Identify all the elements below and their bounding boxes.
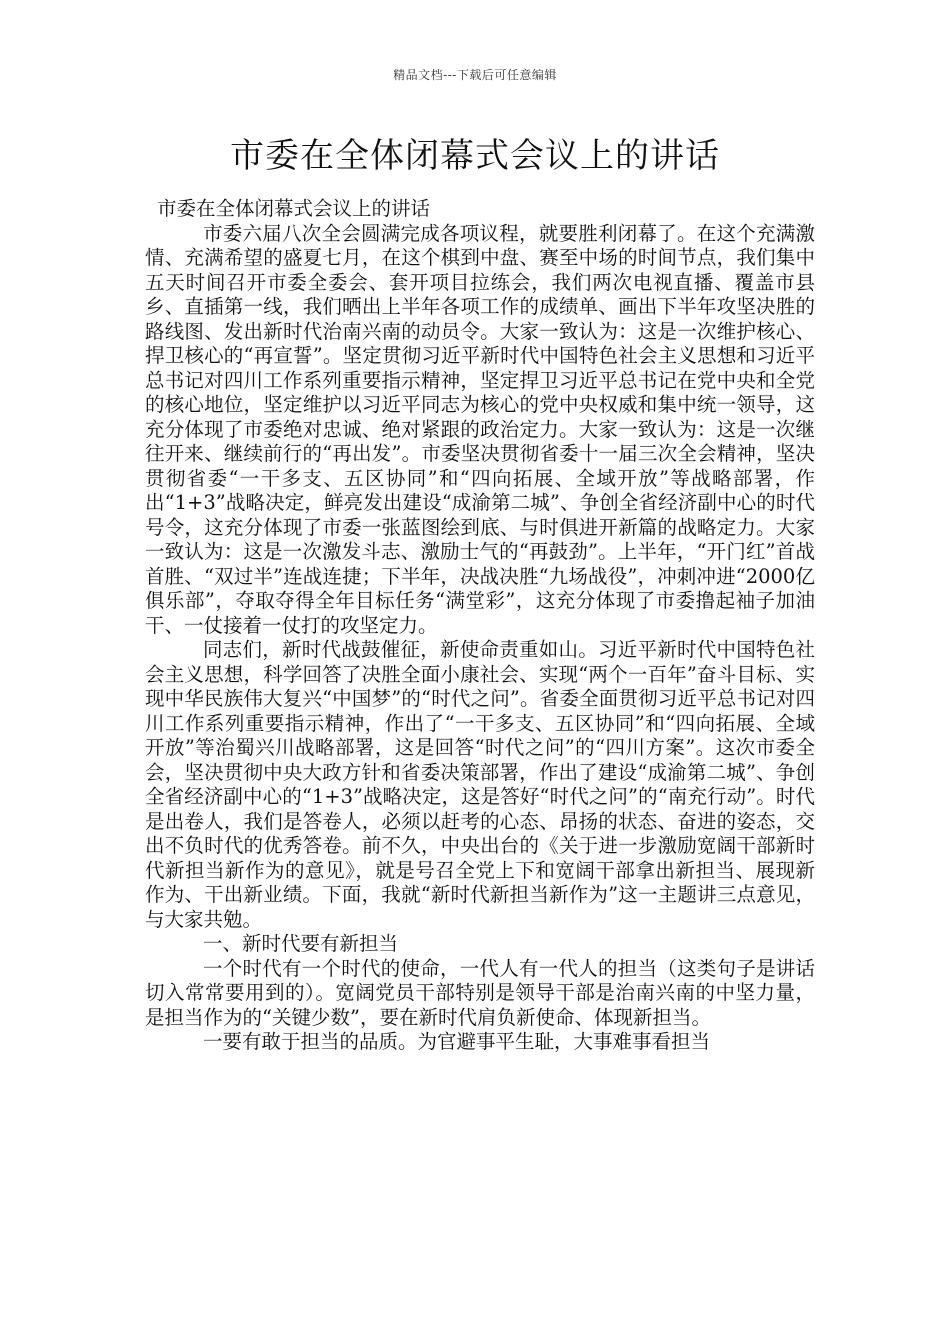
document-subtitle: 市委在全体闭幕式会议上的讲话 [157, 197, 431, 220]
paragraph-mission: 一个时代有一个时代的使命，一代人有一代人的担当（这类句子是讲话切入常常要用到的）。宽阔党员干部特别是领导干部是治南兴南的中坚力量，是担当作为的“关键少数”，要在新时代肩负新使命、体现新担当。 [145, 956, 815, 1029]
paragraph-new-era: 同志们，新时代战鼓催征，新使命责重如山。习近平新时代中国特色社会主义思想，科学回答了决胜全面小康社会、实现“两个一百年”奋斗目标、实现中华民族伟大复兴“中国梦”的“时代之问”。省委全面贯彻习近平总书记对四川工作系列重要指示精神，作出了“一干多支、五区协同”和“四向拓展、全域开放”等治蜀兴川战略部署，这是回答“时代之问”的“四川方案”。这次市委全会，坚决贯彻中央大政方针和省委决策部署，作出了建设“成渝第二城”、争创全省经济副中心的“1+3”战略决定，这是答好“时代之问”的“南充行动”。时代是出卷人，我们是答卷人，必须以赶考的心态、昂扬的状态、奋进的姿态，交出不负时代的优秀答卷。前不久，中央出台的《关于进一步激励宽阔干部新时代新担当新作为的意见》，就是号召全党上下和宽阔干部拿出新担当、展现新作为、干出新业绩。下面，我就“新时代新担当新作为”这一主题讲三点意见，与大家共勉。 [145, 638, 815, 931]
header-note: 精品文档---下载后可任意编辑 [393, 68, 557, 82]
paragraph-quality: 一要有敢于担当的品质。为官避事平生耻，大事难事看担当 [203, 1030, 711, 1053]
section-heading: 一、新时代要有新担当 [203, 932, 399, 955]
document-body [145, 197, 815, 1055]
paragraph-opening: 市委六届八次全会圆满完成各项议程，就要胜利闭幕了。在这个充满激情、充满希望的盛夏七月，在这个棋到中盘、赛至中场的时间节点，我们集中五天时间召开市委全委会、套开项目拉练会，我们两次电视直播、覆盖市县乡、直插第一线，我们晒出上半年各项工作的成绩单、画出下半年攻坚决胜的路线图、发出新时代治南兴南的动员令。大家一致认为：这是一次维护核心、捍卫核心的“再宣誓”。坚定贯彻习近平新时代中国特色社会主义思想和习近平总书记对四川工作系列重要指示精神，坚定捍卫习近平总书记在党中央和全党的核心地位，坚定维护以习近平同志为核心的党中央权威和集中统一领导，这充分体现了市委绝对忠诚、绝对紧跟的政治定力。大家一致认为：这是一次继往开来、继续前行的“再出发”。市委坚决贯彻省委十一届三次全会精神，坚决贯彻省委“一干多支、五区协同”和“四向拓展、全域开放”等战略部署，作出“1+3”战略决定，鲜亮发出建设“成渝第二城”、争创全省经济副中心的时代号令，这充分体现了市委一张蓝图绘到底、与时俱进开新篇的战略定力。大家一致认为：这是一次激发斗志、激励士气的“再鼓劲”。上半年，“开门红”首战首胜、“双过半”连战连捷；下半年，决战决胜“九场战役”，冲刺冲进“2000亿俱乐部”，夺取夺得全年目标任务“满堂彩”，这充分体现了市委撸起袖子加油干、一仗接着一仗打的攻坚定力。 [145, 221, 815, 637]
page-title: 市委在全体闭幕式会议上的讲话 [230, 136, 720, 176]
